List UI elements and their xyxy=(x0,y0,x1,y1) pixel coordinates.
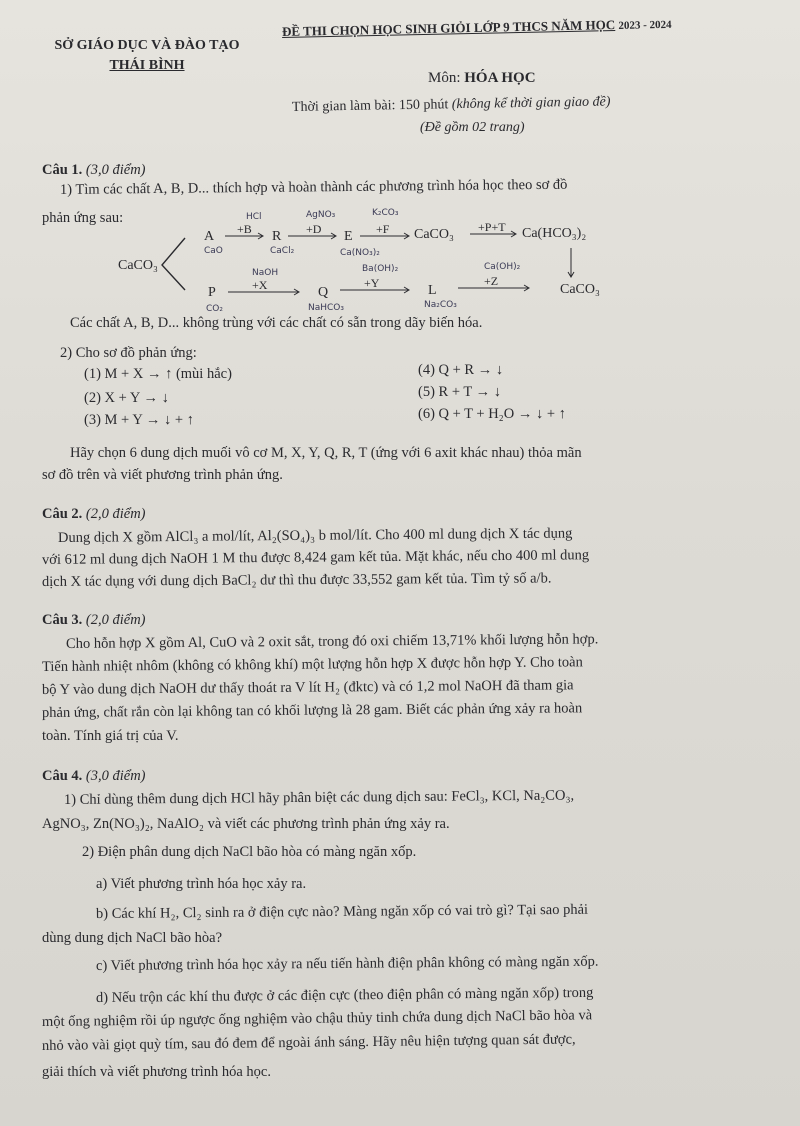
subject-name: HÓA HỌC xyxy=(464,70,536,86)
q4-line9: một ống nghiệm rồi úp ngược ống nghiệm vào chậu thủy tinh chứa dung dịch NaCl bão hòa và xyxy=(41,1007,593,1030)
reaction-2: (2) X + Y → ↓ xyxy=(84,390,169,406)
q1-part1-line2: phản ứng sau: xyxy=(42,210,124,226)
q4-line5: b) Các khí H₂, Cl₂ sinh ra ở điện cực nào? Màng ngăn xốp có vai trò gì? Tại sao phải xyxy=(95,901,589,922)
reaction-scheme xyxy=(0,0,800,340)
scheme-cahco3: Ca(HCO₃)₂ xyxy=(522,226,587,241)
scheme-pt: +P+T xyxy=(478,220,506,234)
q4-line10: nhỏ vào vài giọt quỳ tím, sau đó đem để ngoài ánh sáng. Hãy nêu hiện tượng quan sát được, xyxy=(41,1031,576,1054)
scheme-q: Q xyxy=(318,285,329,300)
q4-points: (3,0 điểm) xyxy=(85,768,146,784)
q1-points: (3,0 điểm) xyxy=(85,162,146,178)
q2-points: (2,0 điểm) xyxy=(85,506,146,522)
q2-line3: dịch X tác dụng với dung dịch BaCl₂ dư thì thu được 33,552 gam kết tủa. Tìm tỷ số a/b. xyxy=(41,570,552,590)
q4-label: Câu 4. xyxy=(42,768,83,784)
scheme-r: R xyxy=(272,229,282,244)
q2-line2: với 612 ml dung dịch NaOH 1 M thu được 8,424 gam kết tủa. Mặt khác, nếu cho 400 ml dung xyxy=(41,547,590,568)
exam-year: 2023 - 2024 xyxy=(618,18,672,32)
scheme-f: +F xyxy=(376,222,390,236)
reaction-1: (1) M + X → ↑ (mùi hắc) xyxy=(84,366,232,382)
department-line2: THÁI BÌNH xyxy=(109,58,185,73)
q4-line7: c) Viết phương trình hóa học xảy ra nếu tiến hành điện phân không có màng ngăn xốp. xyxy=(95,953,599,974)
reaction-6: (6) Q + T + H₂O → ↓ + ↑ xyxy=(418,406,566,422)
scheme-a: A xyxy=(204,229,215,244)
reaction-5: (5) R + T → ↓ xyxy=(418,384,501,400)
scheme-caco3: CaCO₃ xyxy=(414,227,454,242)
q3-line1: Cho hỗn hợp X gồm Al, CuO và 2 oxit sắt, trong đó oxi chiếm 13,71% khối lượng hỗn hợp. xyxy=(65,631,599,652)
department-line1: SỞ GIÁO DỤC VÀ ĐÀO TẠO xyxy=(54,38,240,53)
q1-part2-line2: sơ đồ trên và viết phương trình phản ứng. xyxy=(42,467,283,483)
exam-title-text: ĐỀ THI CHỌN HỌC SINH GIỎI LỚP 9 THCS NĂM HỌC xyxy=(281,17,616,39)
q4-line6: dùng dung dịch NaCl bão hòa? xyxy=(42,930,223,946)
hand-cano32: Ca(NO₃)₂ xyxy=(340,248,380,258)
hand-hcl: HCl xyxy=(246,212,262,222)
scheme-brace xyxy=(162,238,185,290)
scheme-p: P xyxy=(208,285,216,300)
hand-na2co3: Na₂CO₃ xyxy=(424,300,457,310)
reaction-3: (3) M + Y → ↓ + ↑ xyxy=(84,412,194,428)
q4-heading xyxy=(42,766,146,786)
q1-part1-line1: 1) Tìm các chất A, B, D... thích hợp và hoàn thành các phương trình hóa học theo sơ đồ xyxy=(59,176,568,198)
q1-note: Các chất A, B, D... không trùng với các chất có sẵn trong dãy biến hóa. xyxy=(70,315,483,331)
q4-line1: 1) Chỉ dùng thêm dung dịch HCl hãy phân biệt các dung dịch sau: FeCl₃, KCl, Na₂CO₃, xyxy=(63,787,575,808)
q2-label: Câu 2. xyxy=(42,506,83,522)
q4-line11: giải thích và viết phương trình hóa học. xyxy=(42,1064,271,1080)
q2-line1: Dung dịch X gồm AlCl₃ a mol/lít, Al₂(SO₄)₃ b mol/lít. Cho 400 ml dung dịch X tác dụng xyxy=(57,525,573,546)
scheme-e: E xyxy=(344,229,353,244)
scheme-x: +X xyxy=(252,278,268,292)
q4-line8: d) Nếu trộn các khí thu được ở các điện cực (theo điện phân có màng ngăn xốp) trong xyxy=(95,984,594,1006)
time-note: (không kể thời gian giao đề) xyxy=(451,94,611,113)
q3-line2: Tiến hành nhiệt nhôm (không có không khí) một lượng hỗn hợp X được hỗn hợp Y. Cho toàn xyxy=(41,654,583,675)
q1-part2-line1: Hãy chọn 6 dung dịch muối vô cơ M, X, Y, Q, R, T (ứng với 6 axit khác nhau) thỏa mãn xyxy=(70,445,582,461)
scheme-z: +Z xyxy=(484,274,499,288)
scheme-start: CaCO₃ xyxy=(118,258,158,273)
q3-line5: toàn. Tính giá trị của V. xyxy=(42,728,179,744)
hand-k2co3: K₂CO₃ xyxy=(372,208,399,218)
scheme-y: +Y xyxy=(364,276,380,290)
q4-line2: AgNO₃, Zn(NO₃)₂, NaAlO₂ và viết các phương trình phản ứng xảy ra. xyxy=(42,816,450,832)
q3-label: Câu 3. xyxy=(42,612,83,628)
hand-co2: CO₂ xyxy=(206,304,223,314)
q3-line3: bộ Y vào dung dịch NaOH dư thấy thoát ra V lít H₂ (đktc) và có 1,2 mol NaOH đã tham gia xyxy=(41,677,574,698)
q1-label: Câu 1. xyxy=(42,162,83,178)
hand-cao: CaO xyxy=(204,246,223,256)
pages-note: (Đề gồm 02 trang) xyxy=(420,120,525,135)
q3-heading xyxy=(42,610,146,630)
subject-label: Môn: xyxy=(428,70,461,86)
scheme-b: +B xyxy=(237,222,252,236)
scheme-l: L xyxy=(428,283,437,298)
q2-heading xyxy=(42,504,146,524)
scheme-d: +D xyxy=(306,222,322,236)
hand-naoh: NaOH xyxy=(252,268,279,278)
q3-points: (2,0 điểm) xyxy=(85,612,146,628)
hand-cacl2: CaCl₂ xyxy=(270,246,295,256)
q3-line4: phản ứng, chất rắn còn lại không tan có khối lượng là 28 gam. Biết các phản ứng xảy ra hoàn xyxy=(41,700,583,721)
hand-caoh2: Ca(OH)₂ xyxy=(484,262,521,272)
time-text: Thời gian làm bài: 150 phút xyxy=(291,97,449,115)
q4-line4: a) Viết phương trình hóa học xảy ra. xyxy=(96,876,307,892)
hand-nahco3: NaHCO₃ xyxy=(308,303,344,313)
hand-agno3: AgNO₃ xyxy=(306,210,336,220)
scheme-caco3-bottom: CaCO₃ xyxy=(560,282,600,297)
q4-line3: 2) Điện phân dung dịch NaCl bão hòa có màng ngăn xốp. xyxy=(82,844,417,860)
q1-part2-title: 2) Cho sơ đồ phản ứng: xyxy=(60,345,197,361)
reaction-4: (4) Q + R → ↓ xyxy=(418,362,504,378)
hand-baoh2: Ba(OH)₂ xyxy=(362,264,399,274)
